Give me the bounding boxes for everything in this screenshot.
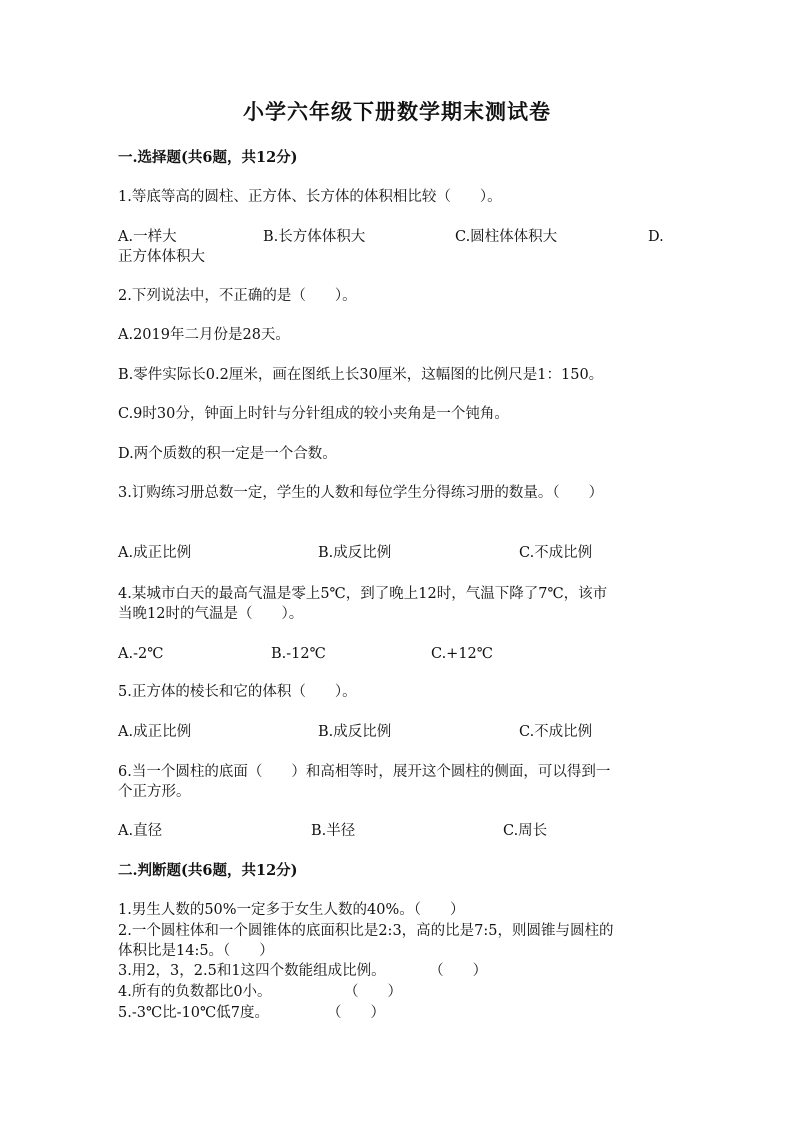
question-5-option-b: B.成反比例 [318, 724, 392, 740]
question-5-stem: 5.正方体的棱长和它的体积（ ）。 [118, 684, 357, 700]
question-2-option-b: B.零件实际长0.2厘米，画在图纸上长30厘米，这幅图的比例尺是1：150。 [118, 367, 604, 383]
judgement-item-2-line-1: 2.一个圆柱体和一个圆锥体的底面积比是2:3，高的比是7:5，则圆锥与圆柱的 [118, 923, 614, 939]
question-2-stem: 2.下列说法中，不正确的是（ ）。 [118, 288, 357, 304]
question-6-option-b: B.半径 [311, 823, 356, 839]
question-3-option-b: B.成反比例 [318, 545, 392, 561]
section-heading-judgement: 二.判断题(共6题，共12分) [118, 862, 298, 879]
section-heading-choice: 一.选择题(共6题，共12分) [118, 149, 298, 166]
question-5-option-a: A.成正比例 [118, 724, 192, 740]
question-6-option-a: A.直径 [118, 823, 163, 839]
question-4-option-a: A.-2℃ [118, 646, 164, 662]
question-1-option-a: A.一样大 [118, 229, 177, 245]
question-1-option-b: B.长方体体积大 [263, 229, 366, 245]
question-6-stem-line-2: 个正方形。 [118, 784, 191, 800]
question-3-stem: 3.订购练习册总数一定，学生的人数和每位学生分得练习册的数量。（ ） [118, 485, 604, 501]
question-6-stem-line-1: 6.当一个圆柱的底面（ ）和高相等时，展开这个圆柱的侧面，可以得到一 [118, 764, 611, 780]
judgement-item-4: 4.所有的负数都比0小。 （ ） [118, 984, 403, 1000]
page-title: 小学六年级下册数学期末测试卷 [243, 99, 551, 124]
question-1-option-d-continued: 正方体体积大 [118, 249, 205, 265]
judgement-item-3: 3.用2，3，2.5和1这四个数能组成比例。 （ ） [118, 963, 488, 979]
question-2-option-a: A.2019年二月份是28天。 [118, 327, 290, 343]
question-3-option-a: A.成正比例 [118, 545, 192, 561]
question-4-option-c: C.+12℃ [431, 646, 494, 662]
question-4-option-b: B.-12℃ [271, 646, 326, 662]
judgement-item-1: 1.男生人数的50%一定多于女生人数的40%。（ ） [118, 902, 465, 918]
question-4-stem-line-2: 当晚12时的气温是（ ）。 [118, 606, 304, 622]
question-6-option-c: C.周长 [503, 823, 548, 839]
question-5-option-c: C.不成比例 [519, 724, 593, 740]
question-2-option-d: D.两个质数的积一定是一个合数。 [118, 446, 337, 462]
question-3-option-c: C.不成比例 [519, 545, 593, 561]
judgement-item-5: 5.-3℃比-10℃低7度。 （ ） [118, 1005, 385, 1021]
judgement-item-2-line-2: 体积比是14:5。（ ） [118, 943, 274, 959]
question-1-option-c: C.圆柱体体积大 [455, 229, 558, 245]
question-2-option-c: C.9时30分，钟面上时针与分针组成的较小夹角是一个钝角。 [118, 406, 509, 422]
question-1-option-d: D. [648, 229, 664, 245]
question-1-stem: 1.等底等高的圆柱、正方体、长方体的体积相比较（ ）。 [118, 189, 502, 205]
question-4-stem-line-1: 4.某城市白天的最高气温是零上5℃，到了晚上12时，气温下降了7℃，该市 [118, 586, 608, 602]
